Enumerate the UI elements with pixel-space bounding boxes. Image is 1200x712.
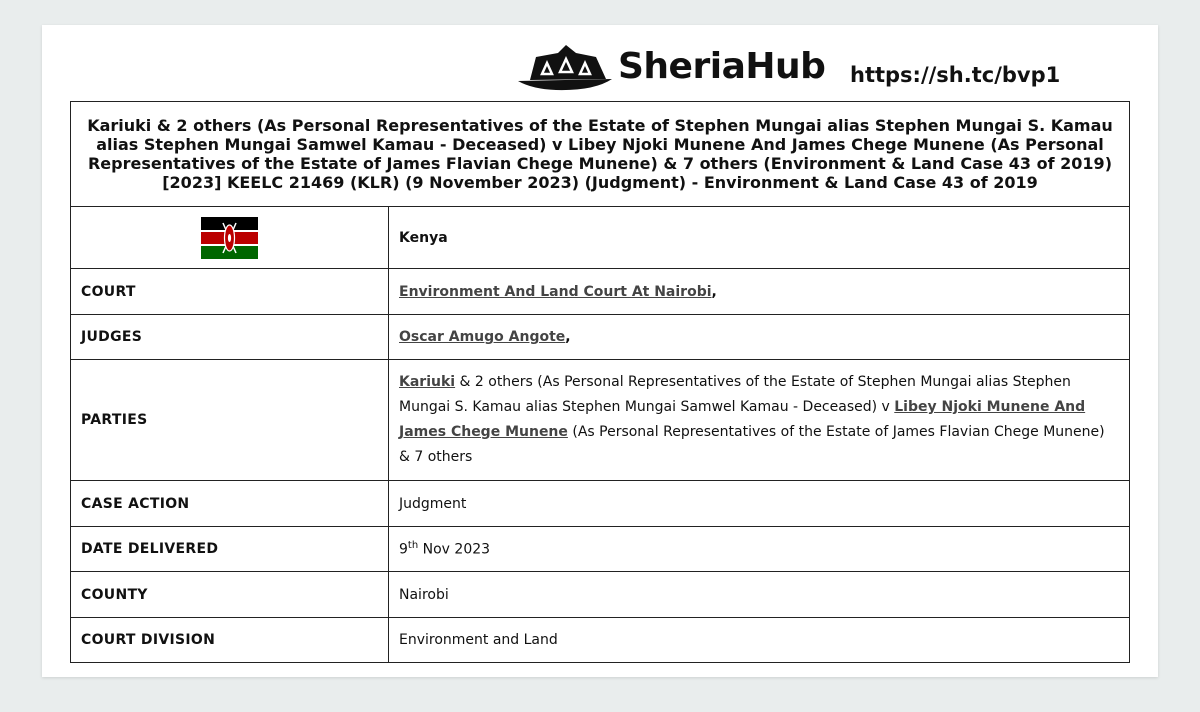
date-rest: Nov 2023 (418, 541, 491, 558)
parties-text-2: (As Personal Representatives of the Estate of James Flavian Chege Munene) & 7 others (399, 424, 1105, 465)
title-row (71, 102, 1130, 207)
date-suffix: th (407, 540, 419, 552)
sheriahub-logo[interactable] (516, 43, 825, 91)
document-card (42, 25, 1158, 677)
division-label: COURT DIVISION (71, 618, 389, 663)
court-value (389, 269, 1130, 315)
division-row (71, 618, 1130, 663)
division-value: Environment and Land (389, 618, 1130, 663)
case-action-value: Judgment (389, 481, 1130, 527)
parties-row (71, 360, 1130, 481)
party-link-2[interactable]: Libey Njoki Munene And James Chege Munene (399, 399, 1086, 440)
flag-cell (71, 207, 389, 269)
court-label: COURT (71, 269, 389, 315)
case-action-label: CASE ACTION (71, 481, 389, 527)
party-link-1[interactable]: Kariuki (399, 374, 456, 390)
header (42, 25, 1158, 101)
brand-name: SheriaHub (618, 46, 826, 87)
date-row (71, 527, 1130, 572)
parties-value (389, 360, 1130, 481)
court-link[interactable]: Environment And Land Court At Nairobi (399, 283, 712, 300)
judges-row (71, 315, 1130, 360)
date-value (389, 527, 1130, 572)
short-url[interactable]: https://sh.tc/bvp1 (850, 63, 1061, 87)
county-row (71, 572, 1130, 618)
date-day: 9 (399, 541, 408, 558)
court-suffix: , (711, 283, 717, 300)
judges-label: JUDGES (71, 315, 389, 360)
judge-link[interactable]: Oscar Amugo Angote (399, 329, 566, 345)
judges-value (389, 315, 1130, 360)
county-value: Nairobi (389, 572, 1130, 618)
kenya-flag-icon (201, 217, 258, 259)
date-label: DATE DELIVERED (71, 527, 389, 572)
judge-suffix: , (565, 329, 571, 345)
county-label: COUNTY (71, 572, 389, 618)
case-action-row (71, 481, 1130, 527)
parties-text-1: & 2 others (As Personal Representatives of the Estate of Stephen Mungai alias Stephen Mungai S. Kamau alias Stephen Mungai Samwel Kamau - Deceased) v (399, 374, 1071, 415)
scales-of-justice-ship-icon (516, 43, 616, 91)
country-value: Kenya (389, 207, 1130, 269)
case-title: Kariuki & 2 others (As Personal Representatives of the Estate of Stephen Mungai alias Stephen Mungai S. Kamau alias Stephen Mungai Samwel Kamau - Deceased) v Libey Njoki Munene And James Chege Munene (As Personal Representatives of the Estate of James Flavian Chege Munene) & 7 others (Environment & Land Case 43 of 2019) [2023] KEELC 21469 (KLR) (9 November 2023) (Judgment) - Environment & Land Case 43 of 2019 (71, 102, 1130, 207)
country-row (71, 207, 1130, 269)
case-metadata-table (70, 101, 1130, 663)
court-row (71, 269, 1130, 315)
parties-label: PARTIES (71, 360, 389, 481)
